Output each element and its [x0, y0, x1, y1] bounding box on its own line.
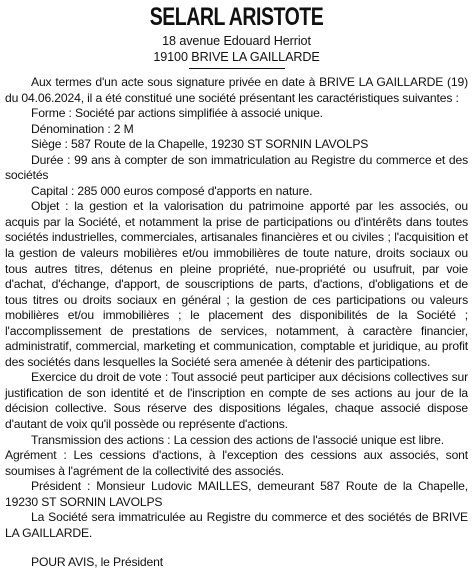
company-name: SELARL ARISTOTE — [149, 3, 324, 31]
address-city: 19100 BRIVE LA GAILLARDE — [153, 49, 320, 64]
transfer-line: Transmission des actions : La cession des actions de l'associé unique est libre. — [31, 432, 444, 447]
name-line: Dénomination : 2 M — [31, 121, 134, 136]
president-line: Président : Monsieur Ludovic MAILLES, demeurant 587 Route de la Chapelle, 19230 ST SORNIN LAVOLPS — [5, 479, 468, 509]
address-street: 18 avenue Edouard Herriot — [162, 34, 311, 48]
notice-body — [5, 75, 468, 571]
capital-line: Capital : 285 000 euros composé d'apports en nature. — [31, 183, 313, 198]
approval-line: Agrément : Les cessions d'actions, à l'exception des cessions aux associés, sont soumises à l'agrément de la collectivité des associés. — [5, 448, 468, 478]
header-divider — [189, 68, 285, 69]
seat-line: Siège : 587 Route de la Chapelle, 19230 ST SORNIN LAVOLPS — [31, 137, 369, 152]
spacer — [5, 541, 468, 555]
registration-line: La Société sera immatriculée au Registre du commerce et des sociétés de BRIVE LA GAILLARDE. — [5, 510, 468, 540]
purpose-paragraph: Objet : la gestion et la valorisation du patrimoine apporté par les associés, ou acquis par la Société, et notamment la prise de participations ou d'intérêts dans toutes sociétés industrielles, commerciales, artisanales financières et ou civiles ; l'acquisition et la gestion de valeurs mobilières et/ou immobilières de toute nature, droits sociaux ou tous autres titres, détenus en pleine propriété, nue-propriété ou usufruit, par voie d'achat, d'échange, d'apport, de souscriptions de parts, d'actions, d'obligations et de tous titres ou droits sociaux en général ; la gestion de ces participations ou valeurs mobilières et/ou immobilières ; le placement des disponibilités de la Société ; l'accomplissement de prestations de services, notamment, à caractère financier, administratif, commercial, marketing et communication, comptable et juridique, au profit des sociétés dans lesquelles la Société sera amenée à détenir des participations. — [5, 199, 468, 369]
form-line: Forme : Société par actions simplifiée à associé unique. — [31, 106, 323, 121]
voting-paragraph: Exercice du droit de vote : Tout associé peut participer aux décisions collectives sur justification de son identité et de l'inscription en compte de ses actions au jour de la décision collective. Sous réserve des dispositions légales, chaque associé dispose d'autant de voix qu'il possède ou représente d'actions. — [5, 370, 468, 432]
signature-line: POUR AVIS, le Président — [31, 555, 163, 570]
duration-line: Durée : 99 ans à compter de son immatriculation au Registre du commerce et des sociétés — [5, 152, 468, 183]
intro-paragraph: Aux termes d'un acte sous signature privée en date à BRIVE LA GAILLARDE (19) du 04.06.2024, il a été constitué une société présentant les caractéristiques suivantes : — [5, 75, 468, 105]
